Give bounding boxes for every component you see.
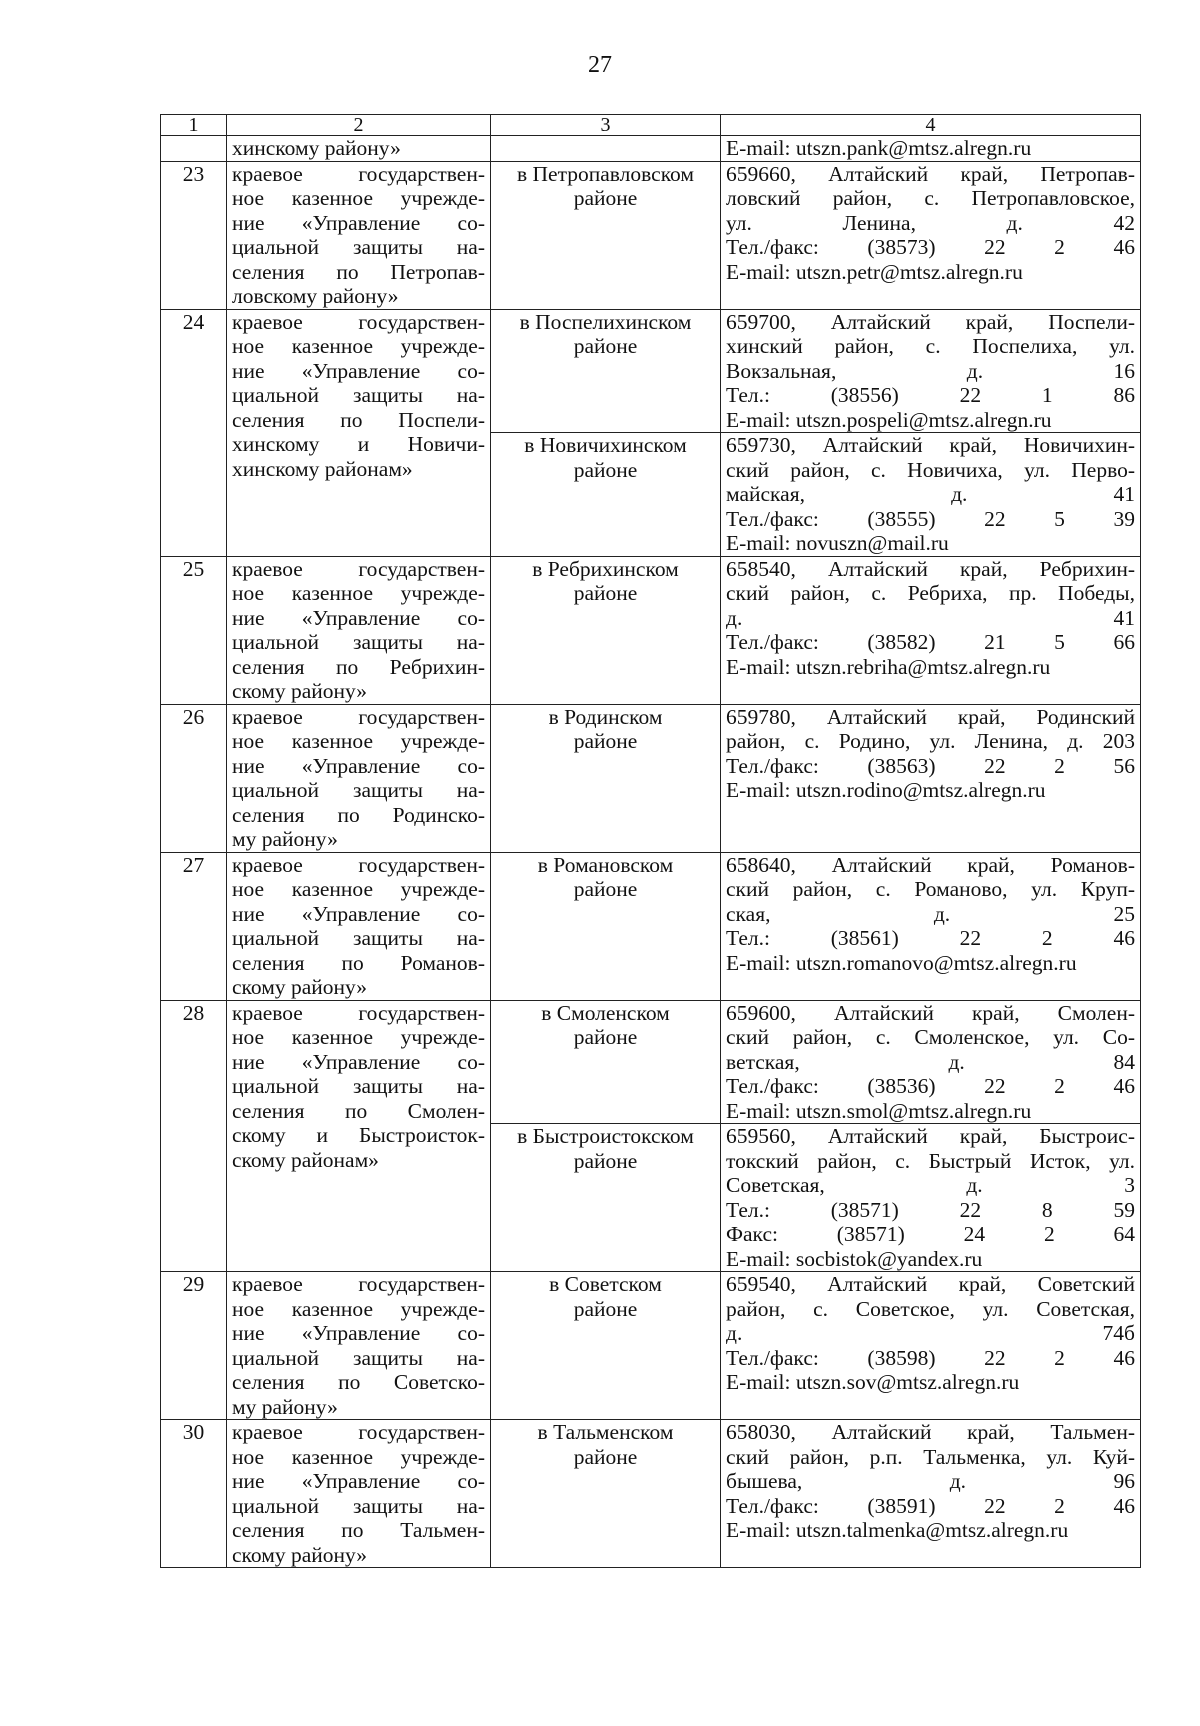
contact-line: Тел.: (38571) 22 8 59: [726, 1197, 1135, 1222]
contact-cell: [721, 136, 1141, 162]
row-number-cell: 28: [161, 1000, 227, 1272]
district-cell: [491, 161, 721, 309]
row-number-cell: [161, 136, 227, 162]
district-cell: [491, 433, 721, 557]
organization-line: циальной защиты на-: [232, 235, 485, 259]
contact-cell: [721, 433, 1141, 557]
organization-line: краевое государствен-: [232, 1000, 485, 1025]
organization-line: краевое государствен-: [232, 161, 485, 186]
contact-cell: [721, 1124, 1141, 1272]
organization-line: му району»: [232, 1394, 338, 1419]
table-row: [161, 704, 1141, 852]
contact-line: д. 74б: [726, 1321, 1135, 1345]
contact-cell: [721, 161, 1141, 309]
contact-line: E-mail: utszn.romanovo@mtsz.alregn.ru: [726, 950, 1077, 975]
organization-line: ние «Управление со-: [232, 901, 485, 926]
district-line: в Новичихинском: [524, 433, 687, 457]
district-line: районе: [573, 1444, 638, 1469]
district-line: районе: [573, 1148, 638, 1173]
district-line: районе: [573, 877, 638, 901]
row-number-cell: 25: [161, 556, 227, 704]
table-row: [161, 136, 1141, 162]
district-line: районе: [573, 1296, 638, 1321]
organization-line: скому и Быстроисток-: [232, 1123, 485, 1147]
contact-line: 659660, Алтайский край, Петропав-: [726, 161, 1135, 186]
organization-line: ние «Управление со-: [232, 210, 485, 235]
district-cell: [491, 556, 721, 704]
organization-line: краевое государствен-: [232, 1272, 485, 1296]
contact-line: 658540, Алтайский край, Ребрихин-: [726, 556, 1135, 581]
contact-line: E-mail: utszn.rebriha@mtsz.alregn.ru: [726, 654, 1051, 679]
organization-cell: [227, 704, 491, 852]
organization-line: селения по Поспели-: [232, 407, 485, 432]
table-row: [161, 1420, 1141, 1568]
table-row: [161, 1272, 1141, 1420]
organization-cell: [227, 1272, 491, 1420]
organization-line: скому районам»: [232, 1147, 379, 1172]
contact-line: ветская, д. 84: [726, 1049, 1135, 1074]
contact-line: ский район, с. Смоленское, ул. Со-: [726, 1025, 1135, 1049]
district-cell: [491, 1420, 721, 1568]
district-cell: [491, 852, 721, 1000]
district-line: в Ребрихинском: [532, 556, 679, 581]
table-row: [161, 1000, 1141, 1124]
contact-line: 659540, Алтайский край, Советский: [726, 1272, 1135, 1296]
organization-line: ное казенное учрежде-: [232, 334, 485, 358]
contact-line: Тел.: (38561) 22 2 46: [726, 926, 1135, 950]
contact-line: ский район, с. Романово, ул. Круп-: [726, 877, 1135, 901]
district-cell: [491, 136, 721, 162]
organization-line: скому району»: [232, 1542, 368, 1567]
organization-line: ние «Управление со-: [232, 1469, 485, 1493]
contact-line: E-mail: utszn.pospeli@mtsz.alregn.ru: [726, 407, 1052, 432]
district-cell: [491, 1272, 721, 1420]
contact-line: 659700, Алтайский край, Поспели-: [726, 309, 1135, 334]
contact-line: район, с. Родино, ул. Ленина, д. 203: [726, 729, 1135, 753]
contact-line: Вокзальная, д. 16: [726, 358, 1135, 383]
district-line: в Родинском: [548, 704, 663, 729]
organization-line: ное казенное учрежде-: [232, 1296, 485, 1321]
district-line: районе: [573, 186, 638, 210]
district-line: районе: [573, 1025, 638, 1049]
table-row: [161, 556, 1141, 704]
organization-cell: [227, 136, 491, 162]
header-row: [161, 115, 1141, 136]
contact-line: ловский район, с. Петропавловское,: [726, 186, 1135, 210]
organization-line: селения по Советско-: [232, 1370, 485, 1394]
contact-line: 659730, Алтайский край, Новичихин-: [726, 433, 1135, 457]
organization-line: ние «Управление со-: [232, 753, 485, 778]
column-header: 4: [721, 115, 1141, 136]
districts-table: [160, 114, 1141, 1568]
table-row: [161, 161, 1141, 309]
contact-line: Тел./факс: (38591) 22 2 46: [726, 1493, 1135, 1518]
organization-line: циальной защиты на-: [232, 630, 485, 654]
district-line: в Быстроистокском: [517, 1124, 694, 1148]
organization-line: селения по Родинско-: [232, 802, 485, 827]
organization-line: хинскому и Новичи-: [232, 432, 485, 456]
contact-line: 659780, Алтайский край, Родинский: [726, 704, 1135, 729]
contact-line: 659600, Алтайский край, Смолен-: [726, 1000, 1135, 1025]
organization-line: краевое государствен-: [232, 556, 485, 581]
district-cell: [491, 1000, 721, 1124]
contact-line: 659560, Алтайский край, Быстроис-: [726, 1124, 1135, 1148]
organization-line: циальной защиты на-: [232, 383, 485, 407]
district-line: районе: [573, 457, 638, 482]
contact-line: ский район, с. Ребриха, пр. Победы,: [726, 581, 1135, 605]
row-number-cell: 30: [161, 1420, 227, 1568]
organization-line: краевое государствен-: [232, 852, 485, 877]
contact-cell: [721, 704, 1141, 852]
organization-line: селения по Романов-: [232, 950, 485, 975]
contact-line: ский район, р.п. Тальменка, ул. Куй-: [726, 1444, 1135, 1469]
table-row: [161, 309, 1141, 433]
district-line: в Советском: [549, 1272, 662, 1296]
column-header: 3: [491, 115, 721, 136]
contact-line: токский район, с. Быстрый Исток, ул.: [726, 1148, 1135, 1173]
contact-cell: [721, 309, 1141, 433]
contact-line: Тел.: (38556) 22 1 86: [726, 383, 1135, 407]
organization-line: ние «Управление со-: [232, 1049, 485, 1074]
organization-line: ное казенное учрежде-: [232, 581, 485, 605]
organization-line: краевое государствен-: [232, 309, 485, 334]
contact-line: Тел./факс: (38573) 22 2 46: [726, 235, 1135, 259]
contact-cell: [721, 556, 1141, 704]
organization-line: хинскому району»: [232, 136, 401, 160]
row-number-cell: 29: [161, 1272, 227, 1420]
contact-line: Тел./факс: (38563) 22 2 56: [726, 753, 1135, 778]
column-header: 2: [227, 115, 491, 136]
contact-line: E-mail: utszn.talmenka@mtsz.alregn.ru: [726, 1518, 1069, 1542]
row-number-cell: 23: [161, 161, 227, 309]
contact-cell: [721, 852, 1141, 1000]
district-cell: [491, 1124, 721, 1272]
contact-cell: [721, 1272, 1141, 1420]
column-header: 1: [161, 115, 227, 136]
organization-line: хинскому районам»: [232, 456, 413, 481]
organization-line: селения по Смолен-: [232, 1098, 485, 1123]
organization-line: циальной защиты на-: [232, 926, 485, 950]
contact-line: ская, д. 25: [726, 901, 1135, 926]
contact-line: бышева, д. 96: [726, 1469, 1135, 1493]
organization-line: ное казенное учрежде-: [232, 877, 485, 901]
district-line: районе: [573, 334, 638, 358]
organization-line: краевое государствен-: [232, 704, 485, 729]
organization-line: ние «Управление со-: [232, 358, 485, 383]
organization-line: ное казенное учрежде-: [232, 186, 485, 210]
row-number-cell: 26: [161, 704, 227, 852]
organization-line: ловскому району»: [232, 284, 399, 308]
contact-cell: [721, 1420, 1141, 1568]
district-line: в Петропавловском: [516, 161, 695, 186]
organization-cell: [227, 556, 491, 704]
contact-line: ский район, с. Новичиха, ул. Перво-: [726, 457, 1135, 482]
contact-line: 658030, Алтайский край, Тальмен-: [726, 1420, 1135, 1444]
organization-line: ное казенное учрежде-: [232, 1025, 485, 1049]
district-line: в Поспелихинском: [519, 309, 692, 334]
organization-cell: [227, 1000, 491, 1272]
contact-line: E-mail: utszn.petr@mtsz.alregn.ru: [726, 259, 1023, 284]
district-line: районе: [573, 729, 638, 753]
organization-line: ние «Управление со-: [232, 1321, 485, 1345]
contact-line: E-mail: utszn.smol@mtsz.alregn.ru: [726, 1098, 1032, 1123]
contact-line: майская, д. 41: [726, 482, 1135, 506]
organization-cell: [227, 1420, 491, 1568]
row-number-cell: 24: [161, 309, 227, 556]
contact-line: E-mail: socbistok@yandex.ru: [726, 1246, 983, 1271]
district-line: в Романовском: [537, 852, 674, 877]
organization-line: ние «Управление со-: [232, 605, 485, 630]
contact-line: E-mail: utszn.pank@mtsz.alregn.ru: [726, 136, 1032, 160]
organization-line: скому району»: [232, 975, 368, 999]
organization-line: циальной защиты на-: [232, 1345, 485, 1370]
contact-line: ул. Ленина, д. 42: [726, 210, 1135, 235]
row-number-cell: 27: [161, 852, 227, 1000]
organization-line: му району»: [232, 827, 338, 851]
organization-line: краевое государствен-: [232, 1420, 485, 1444]
table-row: [161, 852, 1141, 1000]
page-number: 27: [588, 52, 612, 78]
contact-cell: [721, 1000, 1141, 1124]
organization-line: скому району»: [232, 679, 368, 703]
organization-line: циальной защиты на-: [232, 1493, 485, 1518]
contact-line: Тел./факс: (38555) 22 5 39: [726, 506, 1135, 531]
contact-line: E-mail: utszn.rodino@mtsz.alregn.ru: [726, 778, 1046, 802]
organization-line: ное казенное учрежде-: [232, 729, 485, 753]
organization-line: циальной защиты на-: [232, 1074, 485, 1098]
contact-line: Тел./факс: (38536) 22 2 46: [726, 1074, 1135, 1098]
district-line: в Тальменском: [537, 1420, 674, 1444]
contact-line: 658640, Алтайский край, Романов-: [726, 852, 1135, 877]
organization-cell: [227, 852, 491, 1000]
organization-line: циальной защиты на-: [232, 778, 485, 802]
district-cell: [491, 704, 721, 852]
organization-line: селения по Петропав-: [232, 259, 485, 284]
contact-line: Советская, д. 3: [726, 1173, 1135, 1197]
district-line: районе: [573, 581, 638, 605]
district-cell: [491, 309, 721, 433]
contact-line: E-mail: novuszn@mail.ru: [726, 531, 949, 555]
contact-line: Тел./факс: (38582) 21 5 66: [726, 630, 1135, 654]
contact-line: д. 41: [726, 605, 1135, 630]
organization-line: селения по Ребрихин-: [232, 654, 485, 679]
organization-cell: [227, 161, 491, 309]
contact-line: Факс: (38571) 24 2 64: [726, 1222, 1135, 1246]
contact-line: Тел./факс: (38598) 22 2 46: [726, 1345, 1135, 1370]
contact-line: район, с. Советское, ул. Советская,: [726, 1296, 1135, 1321]
organization-line: ное казенное учрежде-: [232, 1444, 485, 1469]
organization-line: селения по Тальмен-: [232, 1518, 485, 1542]
district-line: в Смоленском: [541, 1000, 670, 1025]
organization-cell: [227, 309, 491, 556]
contact-line: E-mail: utszn.sov@mtsz.alregn.ru: [726, 1370, 1020, 1394]
contact-line: хинский район, с. Поспелиха, ул.: [726, 334, 1135, 358]
